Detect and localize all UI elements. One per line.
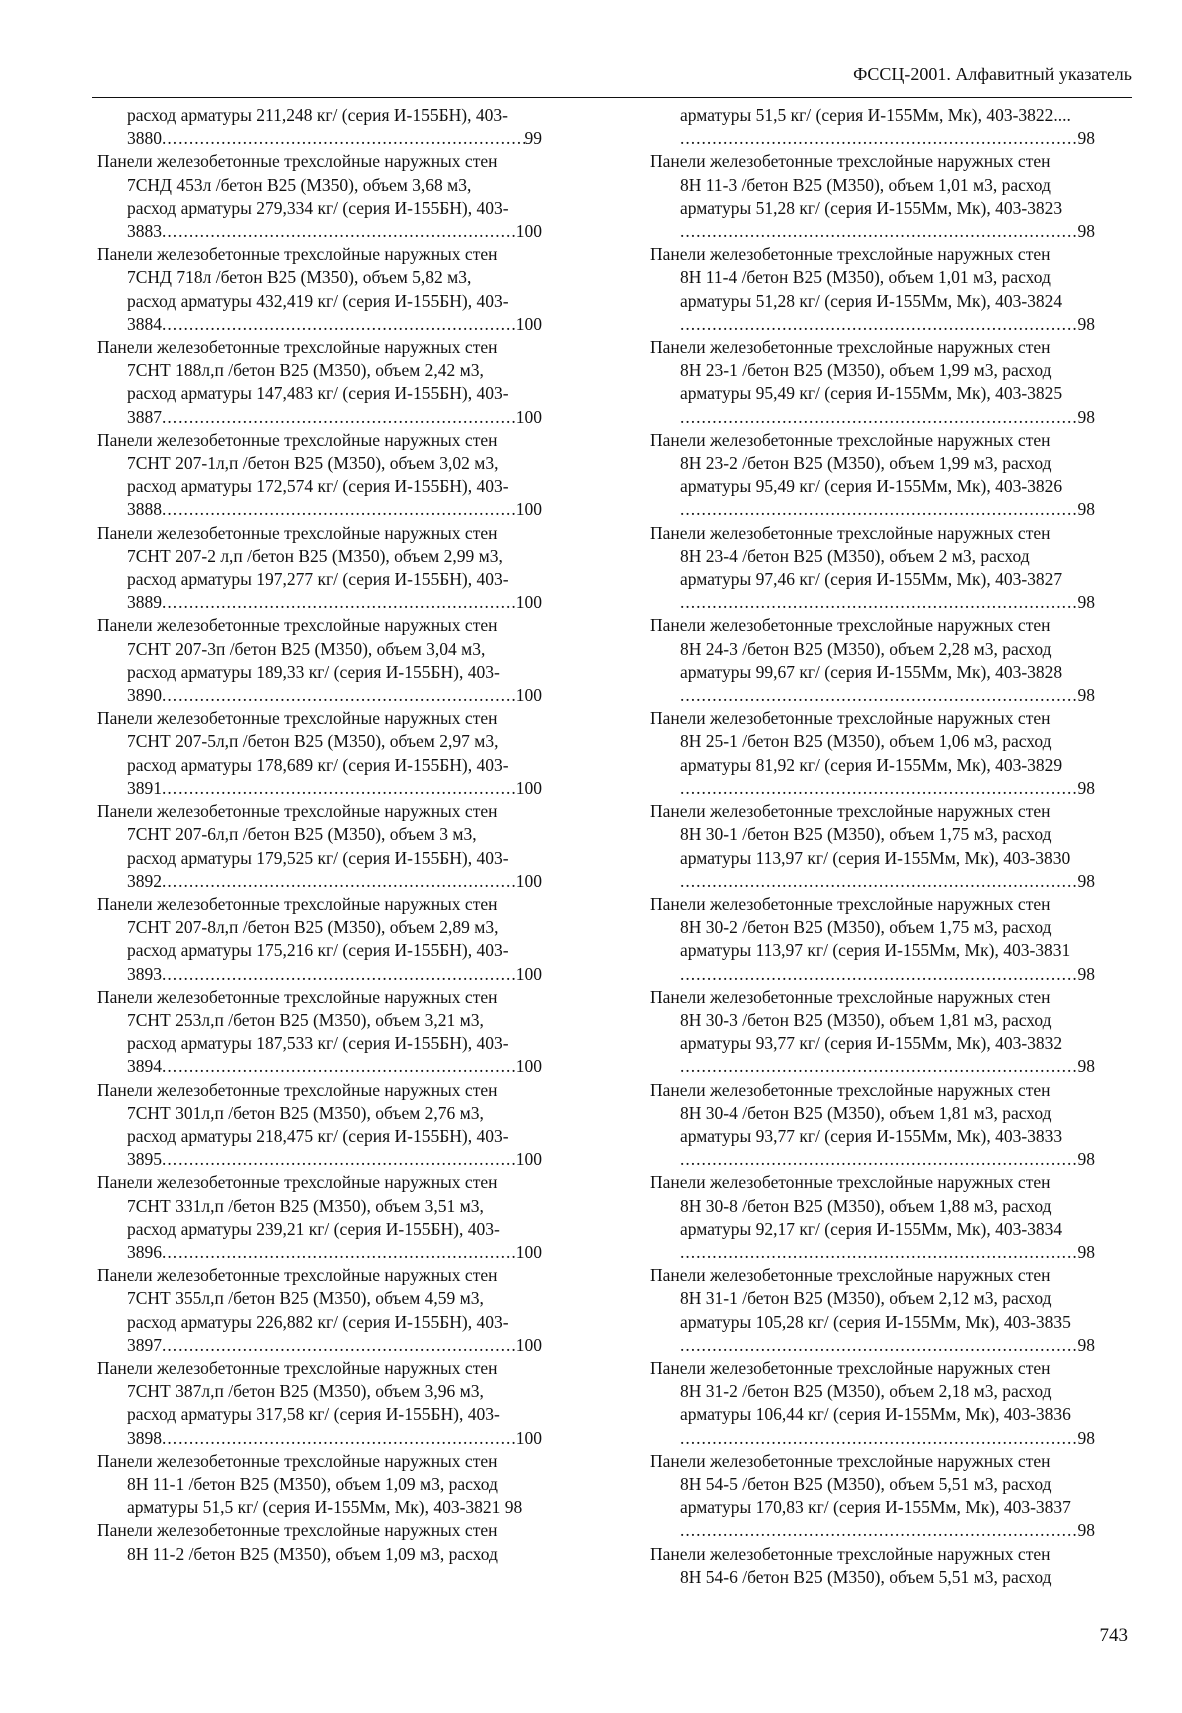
index-entry-line: арматуры 51,5 кг/ (серия И-155Мм, Мк), 403-3822....	[680, 105, 1071, 125]
index-entry-line: арматуры 51,28 кг/ (серия И-155Мм, Мк), 403-3823	[680, 197, 1063, 218]
index-entry-line: Панели железобетонные трехслойные наружных стен	[650, 244, 1051, 265]
index-entry-line: 8Н 11-4 /бетон В25 (М350), объем 1,01 м3, расход	[680, 267, 1051, 288]
index-entry	[650, 1357, 1095, 1450]
index-entry-line: 7СНД 718л /бетон В25 (М350), объем 5,82 м3,	[127, 267, 472, 288]
index-entry-tail: 3887	[127, 406, 162, 427]
dot-leader	[680, 684, 1078, 707]
index-entry-line: арматуры 97,46 кг/ (серия И-155Мм, Мк), 403-3827	[680, 569, 1063, 590]
index-entry	[650, 893, 1095, 986]
index-entry	[97, 1519, 542, 1565]
index-entry-line: Панели железобетонные трехслойные наружных стен	[650, 1079, 1051, 1100]
index-entry	[97, 336, 542, 429]
index-entry-page: 98	[1077, 128, 1095, 149]
index-entry-tail: 3895	[127, 1149, 162, 1170]
index-entry	[97, 522, 542, 615]
index-entry-line: Панели железобетонные трехслойные наружных стен	[650, 151, 1051, 172]
index-entry-line: расход арматуры 279,334 кг/ (серия И-155БН), 403-	[127, 197, 509, 218]
index-entry-page-row	[97, 1055, 542, 1078]
index-entry-line: расход арматуры 189,33 кг/ (серия И-155БН), 403-	[127, 661, 500, 682]
dot-leader	[680, 1241, 1078, 1264]
index-entry-line: Панели железобетонные трехслойные наружных стен	[97, 1172, 498, 1193]
index-entry-page-row	[650, 1055, 1095, 1078]
index-entry-line: Панели железобетонные трехслойные наружных стен	[650, 801, 1051, 822]
index-entry	[97, 429, 542, 522]
index-entry-line: расход арматуры 175,216 кг/ (серия И-155БН), 403-	[127, 940, 509, 961]
index-entry-line: расход арматуры 179,525 кг/ (серия И-155БН), 403-	[127, 847, 509, 868]
index-entry-page: 98	[1077, 963, 1095, 984]
index-entry-line: расход арматуры 226,882 кг/ (серия И-155БН), 403-	[127, 1311, 509, 1332]
index-entry-tail: 3896	[127, 1241, 162, 1262]
index-entry	[650, 707, 1095, 800]
index-entry-page-row	[97, 1241, 542, 1264]
index-entry-line: 8Н 24-3 /бетон В25 (М350), объем 2,28 м3, расход	[680, 638, 1052, 659]
index-entry-line: 7СНТ 331л,п /бетон В25 (М350), объем 3,51 м3,	[127, 1195, 484, 1216]
index-entry-line: расход арматуры 432,419 кг/ (серия И-155БН), 403-	[127, 290, 509, 311]
index-entry-line: Панели железобетонные трехслойные наружных стен	[97, 1357, 498, 1378]
index-entry-line: Панели железобетонные трехслойные наружных стен	[97, 522, 498, 543]
index-entry-line: 8Н 25-1 /бетон В25 (М350), объем 1,06 м3, расход	[680, 731, 1052, 752]
index-entry	[97, 800, 542, 893]
index-entry-line: Панели железобетонные трехслойные наружных стен	[650, 522, 1051, 543]
index-entry-page: 100	[515, 1241, 542, 1262]
index-entry-page: 100	[515, 313, 542, 334]
index-entry-page-row	[650, 498, 1095, 521]
index-entry	[650, 522, 1095, 615]
index-entry-page: 98	[1077, 1149, 1095, 1170]
index-entry-page: 98	[1077, 221, 1095, 242]
index-entry-page: 100	[515, 1427, 542, 1448]
dot-leader	[162, 591, 516, 614]
index-entry-line: Панели железобетонные трехслойные наружных стен	[97, 337, 498, 358]
index-entry-page: 98	[1077, 1334, 1095, 1355]
index-entry-line: расход арматуры 239,21 кг/ (серия И-155БН), 403-	[127, 1218, 500, 1239]
index-entry	[97, 614, 542, 707]
index-entry	[650, 336, 1095, 429]
index-entry-page: 100	[515, 1334, 542, 1355]
index-entry-line: Панели железобетонные трехслойные наружных стен	[650, 893, 1051, 914]
index-entry-line: 8Н 31-2 /бетон В25 (М350), объем 2,18 м3, расход	[680, 1381, 1052, 1402]
index-entry-line: арматуры 113,97 кг/ (серия И-155Мм, Мк), 403-3831	[680, 940, 1071, 961]
index-entry-line: арматуры 95,49 кг/ (серия И-155Мм, Мк), 403-3825	[680, 383, 1063, 404]
index-entry	[97, 150, 542, 243]
index-entry-page: 98	[1077, 685, 1095, 706]
index-entry-line: Панели железобетонные трехслойные наружных стен	[97, 1265, 498, 1286]
index-entry-page: 100	[515, 221, 542, 242]
dot-leader	[162, 220, 516, 243]
index-entry-page-row	[650, 591, 1095, 614]
index-entry-line: Панели железобетонные трехслойные наружных стен	[97, 1079, 498, 1100]
dot-leader	[680, 1334, 1078, 1357]
index-entry	[650, 800, 1095, 893]
index-entry	[650, 1171, 1095, 1264]
index-entry	[650, 1079, 1095, 1172]
index-entry-line: Панели железобетонные трехслойные наружных стен	[650, 1450, 1051, 1471]
index-entry-page-row	[650, 870, 1095, 893]
index-entry-line: 7СНТ 207-5л,п /бетон В25 (М350), объем 2,97 м3,	[127, 731, 499, 752]
index-entry-line: 7СНТ 188л,п /бетон В25 (М350), объем 2,42 м3,	[127, 360, 484, 381]
index-entry-line: 7СНТ 387л,п /бетон В25 (М350), объем 3,96 м3,	[127, 1381, 484, 1402]
index-entry-page: 98	[1077, 870, 1095, 891]
index-entry-page: 98	[1077, 1427, 1095, 1448]
index-entry-line: 8Н 54-6 /бетон В25 (М350), объем 5,51 м3, расход	[680, 1566, 1052, 1587]
index-entry-page: 98	[1077, 592, 1095, 613]
index-entry-line: арматуры 105,28 кг/ (серия И-155Мм, Мк), 403-3835	[680, 1311, 1071, 1332]
index-entry-page-row	[97, 220, 542, 243]
index-entry-line: Панели железобетонные трехслойные наружных стен	[650, 615, 1051, 636]
index-entry-page: 98	[1077, 777, 1095, 798]
index-entry-line: 7СНТ 355л,п /бетон В25 (М350), объем 4,59 м3,	[127, 1288, 484, 1309]
index-entry-line: арматуры 51,5 кг/ (серия И-155Мм, Мк), 403-3821 98	[127, 1497, 523, 1518]
index-entry-page: 100	[515, 1149, 542, 1170]
index-entry-line: 8Н 54-5 /бетон В25 (М350), объем 5,51 м3, расход	[680, 1473, 1052, 1494]
index-entry-page-row	[650, 127, 1095, 150]
index-entry-line: арматуры 93,77 кг/ (серия И-155Мм, Мк), 403-3832	[680, 1033, 1063, 1054]
index-entry-page-row	[97, 313, 542, 336]
index-entry-tail: 3883	[127, 221, 162, 242]
index-entry-line: 8Н 30-8 /бетон В25 (М350), объем 1,88 м3, расход	[680, 1195, 1052, 1216]
index-entry-page: 98	[1077, 499, 1095, 520]
index-entry-line: Панели железобетонные трехслойные наружных стен	[97, 615, 498, 636]
index-entry	[650, 1450, 1095, 1543]
dot-leader	[680, 1519, 1078, 1542]
index-entry-line: арматуры 51,28 кг/ (серия И-155Мм, Мк), 403-3824	[680, 290, 1063, 311]
index-entry-line: 8Н 30-4 /бетон В25 (М350), объем 1,81 м3, расход	[680, 1102, 1052, 1123]
dot-leader	[680, 870, 1078, 893]
index-entry-page-row	[650, 1334, 1095, 1357]
index-entry-tail: 3898	[127, 1427, 162, 1448]
index-entry-page: 100	[515, 499, 542, 520]
index-entry	[97, 1450, 542, 1520]
dot-leader	[680, 220, 1078, 243]
dot-leader	[680, 963, 1078, 986]
index-entry-page-row	[97, 591, 542, 614]
index-entry-line: Панели железобетонные трехслойные наружных стен	[650, 986, 1051, 1007]
index-entry-tail: 3894	[127, 1056, 162, 1077]
index-entry-line: арматуры 81,92 кг/ (серия И-155Мм, Мк), 403-3829	[680, 754, 1063, 775]
index-entry-line: 8Н 30-1 /бетон В25 (М350), объем 1,75 м3, расход	[680, 824, 1052, 845]
index-entry	[650, 1543, 1095, 1589]
index-entry-page: 100	[515, 963, 542, 984]
index-entry-line: 7СНТ 207-2 л,п /бетон В25 (М350), объем 2,99 м3,	[127, 545, 503, 566]
index-entry-page-row	[97, 870, 542, 893]
index-entry	[650, 614, 1095, 707]
index-entry-line: 8Н 31-1 /бетон В25 (М350), объем 2,12 м3, расход	[680, 1288, 1052, 1309]
index-entry-line: 7СНД 453л /бетон В25 (М350), объем 3,68 м3,	[127, 174, 472, 195]
index-entry-page: 100	[515, 406, 542, 427]
index-entry-page-row	[97, 1334, 542, 1357]
dot-leader	[162, 127, 525, 150]
index-column-left	[97, 104, 542, 1566]
index-entry-page-row	[97, 684, 542, 707]
dot-leader	[162, 498, 516, 521]
index-entry-line: арматуры 99,67 кг/ (серия И-155Мм, Мк), 403-3828	[680, 661, 1063, 682]
index-entry-line: 7СНТ 207-3п /бетон В25 (М350), объем 3,04 м3,	[127, 638, 486, 659]
index-entry-line: 7СНТ 207-8л,п /бетон В25 (М350), объем 2,89 м3,	[127, 917, 499, 938]
index-entry	[97, 1171, 542, 1264]
index-entry-tail: 3884	[127, 313, 162, 334]
index-entry	[97, 893, 542, 986]
index-entry-line: расход арматуры 211,248 кг/ (серия И-155БН), 403-	[127, 105, 508, 125]
dot-leader	[680, 313, 1078, 336]
dot-leader	[680, 1427, 1078, 1450]
index-entry	[650, 1264, 1095, 1357]
index-entry-page: 98	[1077, 1520, 1095, 1541]
index-entry	[97, 243, 542, 336]
index-entry-line: арматуры 170,83 кг/ (серия И-155Мм, Мк), 403-3837	[680, 1497, 1071, 1518]
index-entry	[97, 986, 542, 1079]
dot-leader	[680, 406, 1078, 429]
index-entry-tail: 3893	[127, 963, 162, 984]
index-entry-line: расход арматуры 147,483 кг/ (серия И-155БН), 403-	[127, 383, 509, 404]
index-entry	[650, 104, 1095, 150]
index-entry-line: Панели железобетонные трехслойные наружных стен	[97, 986, 498, 1007]
index-entry-line: 7СНТ 253л,п /бетон В25 (М350), объем 3,21 м3,	[127, 1009, 484, 1030]
index-entry-line: 8Н 11-3 /бетон В25 (М350), объем 1,01 м3, расход	[680, 174, 1051, 195]
index-entry-line: Панели железобетонные трехслойные наружных стен	[97, 151, 498, 172]
index-entry-line: расход арматуры 218,475 кг/ (серия И-155БН), 403-	[127, 1125, 509, 1146]
index-column-right	[650, 104, 1095, 1589]
index-entry-line: 7СНТ 301л,п /бетон В25 (М350), объем 2,76 м3,	[127, 1102, 484, 1123]
index-entry-page: 98	[1077, 1056, 1095, 1077]
page-number: 743	[1099, 1625, 1128, 1646]
dot-leader	[162, 777, 516, 800]
dot-leader	[162, 870, 516, 893]
index-entry-page-row	[650, 220, 1095, 243]
index-entry-line: арматуры 92,17 кг/ (серия И-155Мм, Мк), 403-3834	[680, 1218, 1063, 1239]
index-entry-page-row	[650, 313, 1095, 336]
index-entry-line: Панели железобетонные трехслойные наружных стен	[650, 1543, 1051, 1564]
index-entry-page-row	[650, 1148, 1095, 1171]
index-entry-line: Панели железобетонные трехслойные наружных стен	[97, 244, 498, 265]
index-entry-tail: 3897	[127, 1334, 162, 1355]
index-entry-page-row	[97, 1427, 542, 1450]
index-entry-line: расход арматуры 197,277 кг/ (серия И-155БН), 403-	[127, 569, 509, 590]
index-entry-tail: 3892	[127, 870, 162, 891]
index-entry-tail: 3890	[127, 685, 162, 706]
index-entry-page-row	[650, 1519, 1095, 1542]
index-entry-line: Панели железобетонные трехслойные наружных стен	[650, 1172, 1051, 1193]
index-entry-line: расход арматуры 172,574 кг/ (серия И-155БН), 403-	[127, 476, 509, 497]
index-entry-line: расход арматуры 317,58 кг/ (серия И-155БН), 403-	[127, 1404, 500, 1425]
index-entry-line: 8Н 23-1 /бетон В25 (М350), объем 1,99 м3, расход	[680, 360, 1052, 381]
index-entry	[650, 986, 1095, 1079]
index-entry-line: 8Н 11-1 /бетон В25 (М350), объем 1,09 м3, расход	[127, 1473, 498, 1494]
index-entry-page-row	[97, 963, 542, 986]
dot-leader	[162, 1241, 516, 1264]
index-entry-page-row	[650, 406, 1095, 429]
index-entry-line: Панели железобетонные трехслойные наружных стен	[650, 1357, 1051, 1378]
index-entry	[97, 707, 542, 800]
dot-leader	[162, 1055, 516, 1078]
index-entry-page: 100	[515, 777, 542, 798]
index-entry-page: 100	[515, 870, 542, 891]
index-entry	[650, 429, 1095, 522]
index-entry-line: арматуры 113,97 кг/ (серия И-155Мм, Мк), 403-3830	[680, 847, 1071, 868]
dot-leader	[680, 1055, 1078, 1078]
index-entry	[97, 1079, 542, 1172]
index-entry-line: Панели железобетонные трехслойные наружных стен	[97, 1520, 498, 1541]
index-entry-page-row	[650, 684, 1095, 707]
index-entry-line: 8Н 30-3 /бетон В25 (М350), объем 1,81 м3, расход	[680, 1009, 1052, 1030]
header-rule	[92, 97, 1132, 98]
dot-leader	[680, 127, 1078, 150]
index-entry-page-row	[97, 406, 542, 429]
index-entry-page: 98	[1077, 1241, 1095, 1262]
index-entry-line: Панели железобетонные трехслойные наружных стен	[97, 708, 498, 729]
dot-leader	[162, 406, 516, 429]
dot-leader	[162, 313, 516, 336]
dot-leader	[680, 1148, 1078, 1171]
index-entry-line: Панели железобетонные трехслойные наружных стен	[97, 801, 498, 822]
index-entry-page: 98	[1077, 313, 1095, 334]
index-entry	[97, 1357, 542, 1450]
index-entry-line: арматуры 93,77 кг/ (серия И-155Мм, Мк), 403-3833	[680, 1125, 1063, 1146]
index-entry	[650, 150, 1095, 243]
index-entry-line: Панели железобетонные трехслойные наружных стен	[97, 429, 498, 450]
index-entry-line: 8Н 23-2 /бетон В25 (М350), объем 1,99 м3, расход	[680, 453, 1052, 474]
index-entry-line: 8Н 23-4 /бетон В25 (М350), объем 2 м3, расход	[680, 545, 1030, 566]
dot-leader	[680, 777, 1078, 800]
dot-leader	[162, 1334, 516, 1357]
index-entry-tail: 3888	[127, 499, 162, 520]
index-entry	[97, 1264, 542, 1357]
index-entry-line: Панели железобетонные трехслойные наружных стен	[650, 337, 1051, 358]
index-entry-page-row	[650, 1427, 1095, 1450]
index-entry-line: 8Н 11-2 /бетон В25 (М350), объем 1,09 м3, расход	[127, 1543, 498, 1564]
index-entry-page: 100	[515, 685, 542, 706]
dot-leader	[162, 1148, 516, 1171]
index-entry-line: арматуры 106,44 кг/ (серия И-155Мм, Мк), 403-3836	[680, 1404, 1071, 1425]
index-entry-line: расход арматуры 178,689 кг/ (серия И-155БН), 403-	[127, 754, 509, 775]
index-entry-line: Панели железобетонные трехслойные наружных стен	[650, 429, 1051, 450]
index-entry-page-row	[650, 1241, 1095, 1264]
dot-leader	[162, 1427, 516, 1450]
index-entry-page-row	[97, 127, 542, 150]
index-entry	[97, 104, 542, 150]
index-entry-line: 7СНТ 207-1л,п /бетон В25 (М350), объем 3,02 м3,	[127, 453, 499, 474]
index-entry-page: 100	[515, 592, 542, 613]
dot-leader	[680, 591, 1078, 614]
index-entry-page-row	[650, 963, 1095, 986]
page-header: ФССЦ-2001. Алфавитный указатель	[853, 64, 1132, 84]
index-entry	[650, 243, 1095, 336]
index-entry-line: Панели железобетонные трехслойные наружных стен	[97, 893, 498, 914]
index-entry-line: Панели железобетонные трехслойные наружных стен	[97, 1450, 498, 1471]
index-entry-page-row	[97, 498, 542, 521]
index-entry-page-row	[97, 1148, 542, 1171]
index-entry-line: Панели железобетонные трехслойные наружных стен	[650, 1265, 1051, 1286]
dot-leader	[680, 498, 1078, 521]
index-entry-line: Панели железобетонные трехслойные наружных стен	[650, 708, 1051, 729]
index-entry-line: 8Н 30-2 /бетон В25 (М350), объем 1,75 м3, расход	[680, 917, 1052, 938]
index-entry-line: арматуры 95,49 кг/ (серия И-155Мм, Мк), 403-3826	[680, 476, 1063, 497]
index-entry-line: 7СНТ 207-6л,п /бетон В25 (М350), объем 3 м3,	[127, 824, 477, 845]
dot-leader	[162, 963, 516, 986]
index-entry-line: расход арматуры 187,533 кг/ (серия И-155БН), 403-	[127, 1033, 509, 1054]
index-entry-page: 98	[1077, 406, 1095, 427]
dot-leader	[162, 684, 516, 707]
index-entry-page-row	[97, 777, 542, 800]
index-entry-tail: 3891	[127, 777, 162, 798]
index-entry-page-row	[650, 777, 1095, 800]
index-entry-page: 100	[515, 1056, 542, 1077]
index-entry-tail: 3880	[127, 128, 162, 149]
index-entry-page: 99	[524, 128, 542, 149]
index-entry-tail: 3889	[127, 592, 162, 613]
